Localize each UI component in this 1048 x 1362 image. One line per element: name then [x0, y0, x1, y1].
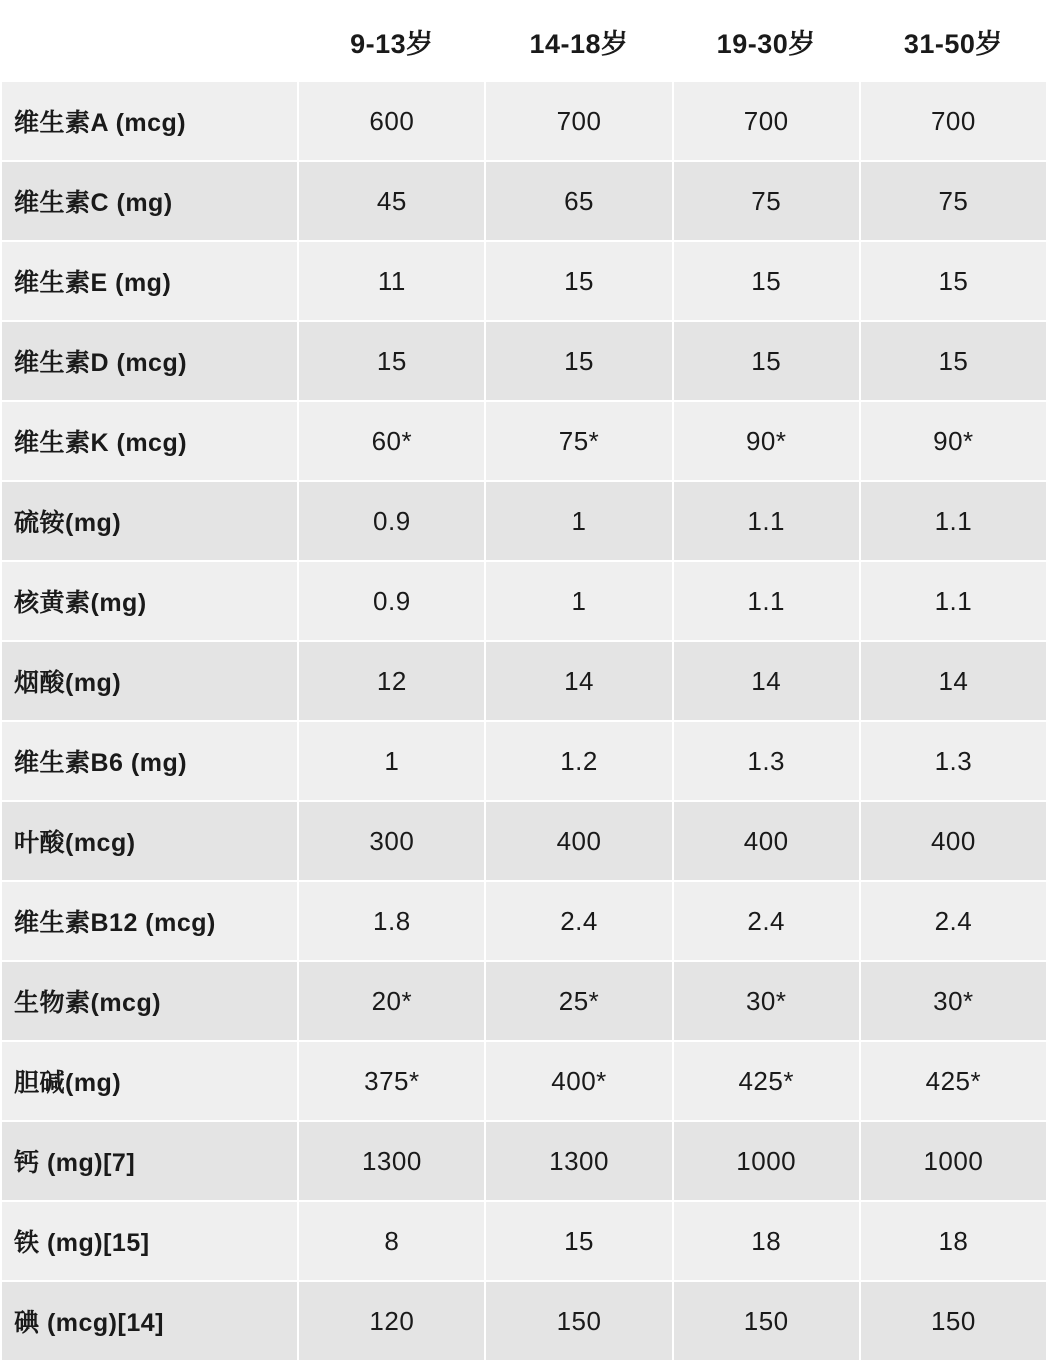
row-value: 425* — [673, 1041, 860, 1121]
row-value: 150 — [673, 1281, 860, 1361]
row-value: 15 — [860, 321, 1047, 401]
table-row — [1, 321, 1047, 401]
row-value: 2.4 — [485, 881, 672, 961]
row-value: 1.1 — [673, 561, 860, 641]
row-value: 18 — [860, 1201, 1047, 1281]
table-row — [1, 1201, 1047, 1281]
row-value: 1.3 — [673, 721, 860, 801]
row-value: 30* — [860, 961, 1047, 1041]
row-value: 1300 — [485, 1121, 672, 1201]
row-value: 1.3 — [860, 721, 1047, 801]
table-row — [1, 801, 1047, 881]
row-value: 120 — [298, 1281, 485, 1361]
row-label: 生物素(mcg) — [1, 961, 298, 1041]
row-label: 维生素B6 (mg) — [1, 721, 298, 801]
row-value: 75 — [673, 161, 860, 241]
row-value: 15 — [485, 241, 672, 321]
row-value: 90* — [860, 401, 1047, 481]
table-row — [1, 641, 1047, 721]
row-value: 700 — [860, 81, 1047, 161]
table-row — [1, 401, 1047, 481]
row-value: 1000 — [673, 1121, 860, 1201]
row-value: 75 — [860, 161, 1047, 241]
row-value: 1 — [298, 721, 485, 801]
row-value: 1.1 — [860, 481, 1047, 561]
row-label: 叶酸(mcg) — [1, 801, 298, 881]
row-label: 维生素A (mcg) — [1, 81, 298, 161]
table-row — [1, 81, 1047, 161]
column-header-age-14-18: 14-18岁 — [485, 1, 672, 81]
row-label: 烟酸(mg) — [1, 641, 298, 721]
row-value: 2.4 — [673, 881, 860, 961]
row-value: 150 — [485, 1281, 672, 1361]
row-label: 维生素D (mcg) — [1, 321, 298, 401]
row-value: 2.4 — [860, 881, 1047, 961]
row-value: 15 — [485, 321, 672, 401]
row-value: 11 — [298, 241, 485, 321]
row-value: 15 — [673, 241, 860, 321]
row-value: 20* — [298, 961, 485, 1041]
row-value: 1.1 — [673, 481, 860, 561]
row-value: 90* — [673, 401, 860, 481]
table-row — [1, 161, 1047, 241]
row-value: 1.1 — [860, 561, 1047, 641]
row-value: 25* — [485, 961, 672, 1041]
table-row — [1, 1041, 1047, 1121]
row-value: 1300 — [298, 1121, 485, 1201]
column-header-age-9-13: 9-13岁 — [298, 1, 485, 81]
row-value: 150 — [860, 1281, 1047, 1361]
row-value: 425* — [860, 1041, 1047, 1121]
row-value: 0.9 — [298, 481, 485, 561]
row-value: 14 — [860, 641, 1047, 721]
table-body — [1, 81, 1047, 1361]
row-value: 60* — [298, 401, 485, 481]
row-value: 400 — [860, 801, 1047, 881]
table-row — [1, 1281, 1047, 1361]
row-value: 375* — [298, 1041, 485, 1121]
row-label: 铁 (mg)[15] — [1, 1201, 298, 1281]
column-header-age-19-30: 19-30岁 — [673, 1, 860, 81]
table-row — [1, 961, 1047, 1041]
row-value: 700 — [485, 81, 672, 161]
row-value: 1.8 — [298, 881, 485, 961]
row-label: 维生素C (mg) — [1, 161, 298, 241]
table-header — [1, 1, 1047, 81]
row-value: 400* — [485, 1041, 672, 1121]
row-value: 15 — [673, 321, 860, 401]
row-label: 维生素B12 (mcg) — [1, 881, 298, 961]
row-label: 碘 (mcg)[14] — [1, 1281, 298, 1361]
table-row — [1, 241, 1047, 321]
table-row — [1, 721, 1047, 801]
row-value: 0.9 — [298, 561, 485, 641]
row-label: 核黄素(mg) — [1, 561, 298, 641]
row-value: 75* — [485, 401, 672, 481]
column-header-age-31-50: 31-50岁 — [860, 1, 1047, 81]
row-label: 钙 (mg)[7] — [1, 1121, 298, 1201]
row-label: 维生素K (mcg) — [1, 401, 298, 481]
row-value: 1.2 — [485, 721, 672, 801]
row-value: 30* — [673, 961, 860, 1041]
row-label: 维生素E (mg) — [1, 241, 298, 321]
row-value: 1 — [485, 481, 672, 561]
table-row — [1, 1121, 1047, 1201]
row-value: 45 — [298, 161, 485, 241]
row-value: 15 — [485, 1201, 672, 1281]
row-value: 1 — [485, 561, 672, 641]
table-row — [1, 881, 1047, 961]
row-value: 14 — [485, 641, 672, 721]
row-label: 胆碱(mg) — [1, 1041, 298, 1121]
row-value: 15 — [298, 321, 485, 401]
row-value: 18 — [673, 1201, 860, 1281]
row-value: 1000 — [860, 1121, 1047, 1201]
table-row — [1, 481, 1047, 561]
header-row — [1, 1, 1047, 81]
row-value: 600 — [298, 81, 485, 161]
row-value: 400 — [673, 801, 860, 881]
row-value: 300 — [298, 801, 485, 881]
row-label: 硫铵(mg) — [1, 481, 298, 561]
row-value: 12 — [298, 641, 485, 721]
row-value: 8 — [298, 1201, 485, 1281]
table-row — [1, 561, 1047, 641]
row-value: 15 — [860, 241, 1047, 321]
row-value: 700 — [673, 81, 860, 161]
header-corner — [1, 1, 298, 81]
row-value: 65 — [485, 161, 672, 241]
row-value: 14 — [673, 641, 860, 721]
row-value: 400 — [485, 801, 672, 881]
